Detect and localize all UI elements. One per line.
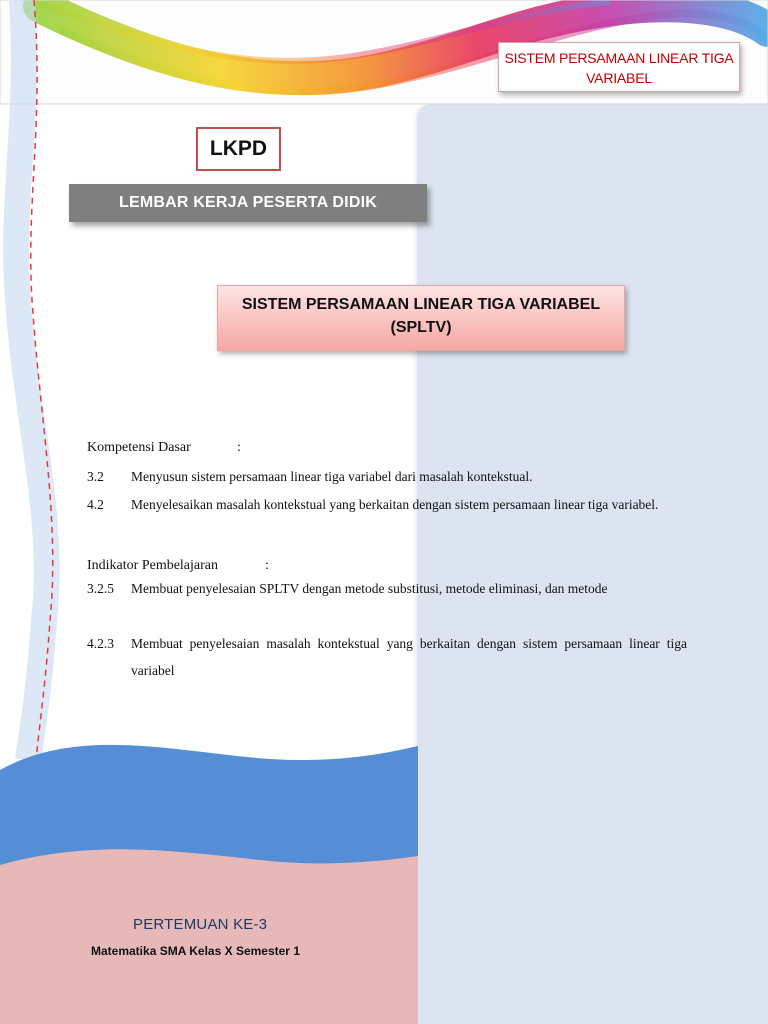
main-title-box (217, 285, 625, 351)
course-subtitle: Matematika SMA Kelas X Semester 1 (91, 944, 300, 958)
indikator-colon: : (265, 558, 269, 573)
kompetensi-colon: : (237, 440, 241, 455)
lkpd-subtitle-banner: LEMBAR KERJA PESERTA DIDIK (69, 184, 427, 222)
bottom-wave-decoration (0, 730, 418, 1024)
meeting-title: PERTEMUAN KE-3 (133, 916, 268, 933)
kompetensi-item-number: 3.2 (87, 469, 104, 484)
kompetensi-item-number: 4.2 (87, 497, 104, 512)
indikator-item-text: Membuat penyelesaian SPLTV dengan metode substitusi, metode eliminasi, dan metode (131, 581, 608, 596)
left-dashed-border (0, 0, 70, 760)
main-title-line1: SISTEM PERSAMAAN LINEAR TIGA VARIABEL (241, 296, 601, 313)
indikator-item-number: 3.2.5 (87, 581, 114, 596)
kompetensi-item-text: Menyusun sistem persamaan linear tiga variabel dari masalah kontekstual. (131, 469, 533, 484)
right-background-panel (417, 104, 768, 1024)
kompetensi-heading-row (87, 440, 241, 456)
kompetensi-item-text: Menyelesaikan masalah kontekstual yang berkaitan dengan sistem persamaan linear tiga variabel. (131, 497, 659, 512)
indikator-item-number: 4.2.3 (87, 636, 114, 651)
lkpd-badge: LKPD (196, 127, 281, 171)
indikator-heading: Indikator Pembelajaran (87, 558, 219, 573)
kompetensi-heading: Kompetensi Dasar (87, 440, 191, 455)
header-title-line1: SISTEM PERSAMAAN LINEAR TIGA (504, 50, 734, 66)
main-title-line2: (SPLTV) (390, 319, 452, 336)
header-title-line2: VARIABEL (586, 70, 652, 86)
indikator-heading-row (87, 558, 269, 574)
header-title-box (498, 42, 740, 92)
indikator-item-text: Membuat penyelesaian masalah kontekstual yang berkaitan dengan sistem persamaan linear tiga variabel (131, 636, 687, 678)
